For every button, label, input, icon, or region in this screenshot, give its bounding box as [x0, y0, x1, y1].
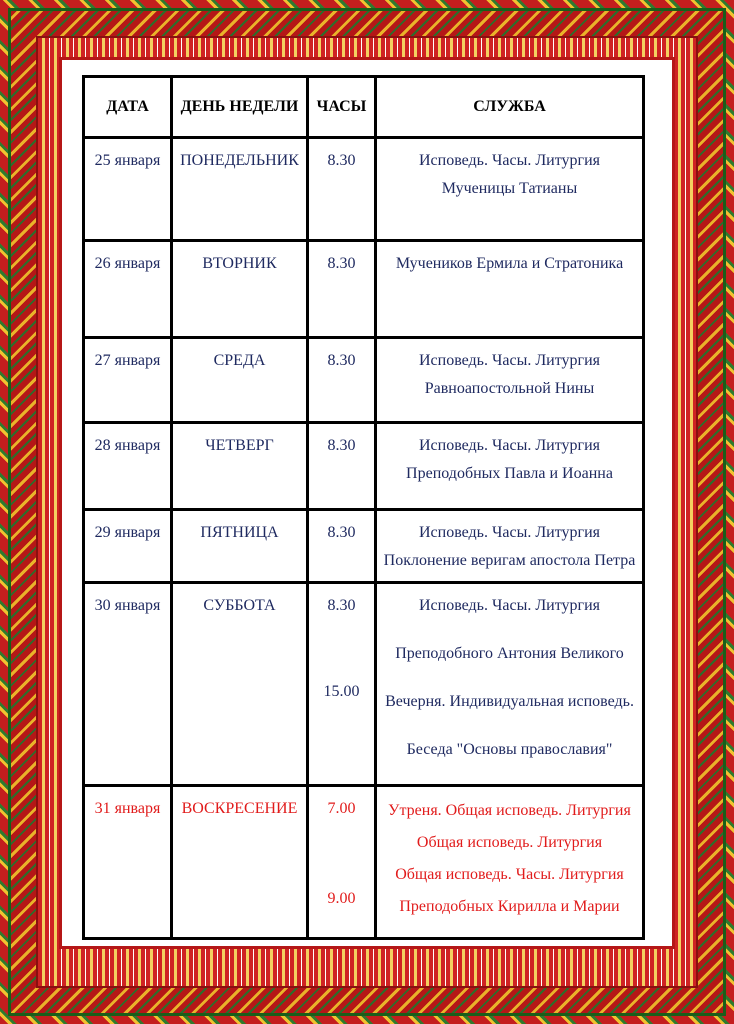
table-row	[84, 510, 644, 583]
header-time: ЧАСЫ	[308, 77, 376, 138]
service-line: Мученицы Татианы	[441, 180, 578, 197]
service-line: Вечерня. Индивидуальная исповедь.	[385, 693, 634, 710]
service-line: Преподобного Антония Великого	[395, 645, 624, 662]
time-text: 8.30	[327, 524, 356, 541]
day-cell	[172, 583, 308, 786]
service-line: Исповедь. Часы. Литургия	[418, 437, 601, 454]
time-cell	[308, 786, 376, 939]
day-cell	[172, 423, 308, 510]
day-cell	[172, 241, 308, 338]
service-line: Исповедь. Часы. Литургия	[418, 152, 601, 169]
service-line: Исповедь. Часы. Литургия	[418, 524, 601, 541]
day-cell	[172, 338, 308, 423]
service-line: Мучеников Ермила и Стратоника	[395, 255, 624, 272]
date-cell	[84, 583, 172, 786]
day-cell	[172, 786, 308, 939]
date-text: 30 января	[94, 597, 161, 614]
day-text: ВТОРНИК	[202, 255, 277, 272]
day-text: ВОСКРЕСЕНИЕ	[181, 800, 298, 817]
date-text: 27 января	[94, 352, 161, 369]
table-row	[84, 583, 644, 786]
date-cell	[84, 510, 172, 583]
time-text: 15.00	[323, 683, 360, 700]
service-cell	[376, 583, 644, 786]
header-service: СЛУЖБА	[376, 77, 644, 138]
table-row	[84, 241, 644, 338]
date-cell	[84, 241, 172, 338]
service-line: Утреня. Общая исповедь. Литургия	[388, 802, 631, 819]
time-text: 8.30	[327, 352, 356, 369]
date-cell	[84, 138, 172, 241]
time-text: 8.30	[327, 152, 356, 169]
date-cell	[84, 786, 172, 939]
day-cell	[172, 138, 308, 241]
time-text: 8.30	[327, 255, 356, 272]
table-row	[84, 338, 644, 423]
table-row	[84, 423, 644, 510]
date-text: 26 января	[94, 255, 161, 272]
date-cell	[84, 338, 172, 423]
service-cell	[376, 510, 644, 583]
service-cell	[376, 241, 644, 338]
service-line: Преподобных Кирилла и Марии	[399, 898, 620, 915]
time-text: 7.00	[327, 800, 356, 817]
date-cell	[84, 423, 172, 510]
service-line: Беседа "Основы православия"	[406, 741, 613, 758]
table-row	[84, 786, 644, 939]
service-line: Общая исповедь. Часы. Литургия	[395, 866, 624, 883]
time-cell	[308, 423, 376, 510]
date-text: 29 января	[94, 524, 161, 541]
time-cell	[308, 138, 376, 241]
service-line: Равноапостольной Нины	[424, 380, 595, 397]
header-day: ДЕНЬ НЕДЕЛИ	[172, 77, 308, 138]
header-date: ДАТА	[84, 77, 172, 138]
day-text: СРЕДА	[213, 352, 266, 369]
service-line: Общая исповедь. Литургия	[416, 834, 603, 851]
service-cell	[376, 138, 644, 241]
time-cell	[308, 510, 376, 583]
time-text: 9.00	[327, 890, 356, 907]
schedule-table	[82, 75, 645, 940]
day-text: ПЯТНИЦА	[200, 524, 279, 541]
time-text: 8.30	[327, 437, 356, 454]
time-cell	[308, 338, 376, 423]
time-cell	[308, 583, 376, 786]
service-line: Исповедь. Часы. Литургия	[418, 352, 601, 369]
service-cell	[376, 423, 644, 510]
day-text: ЧЕТВЕРГ	[205, 437, 274, 454]
time-text: 8.30	[327, 597, 356, 614]
time-cell	[308, 241, 376, 338]
service-cell	[376, 338, 644, 423]
day-text: СУББОТА	[203, 597, 276, 614]
service-line: Исповедь. Часы. Литургия	[418, 597, 601, 614]
service-cell	[376, 786, 644, 939]
header-row	[84, 77, 644, 138]
date-text: 28 января	[94, 437, 161, 454]
day-cell	[172, 510, 308, 583]
service-line: Преподобных Павла и Иоанна	[406, 465, 613, 482]
table-row	[84, 138, 644, 241]
date-text: 31 января	[94, 800, 161, 817]
day-text: ПОНЕДЕЛЬНИК	[180, 152, 299, 169]
date-text: 25 января	[94, 152, 161, 169]
service-line: Поклонение веригам апостола Петра	[383, 552, 636, 569]
